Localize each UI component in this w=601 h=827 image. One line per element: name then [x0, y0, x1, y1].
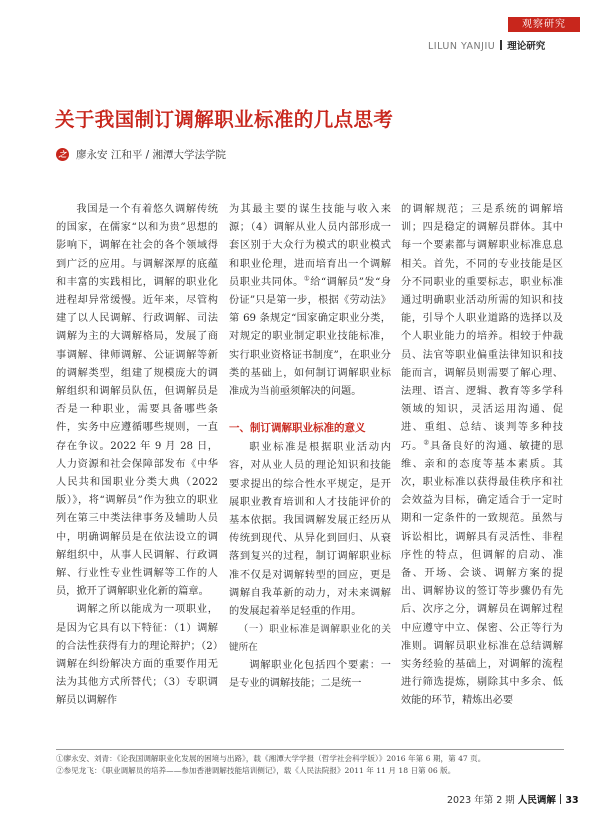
subsection-heading: （一）职业标准是调解职业化的关键所在: [229, 624, 391, 654]
author-icon: 之: [56, 148, 69, 161]
paragraph: 调解之所以能成为一项职业，是因为它具有以下特征：（1）调解的合法性获得有力的理论辩护；（2）调解在纠纷解决方面的重要作用无法为其他方式所替代；（3）专职调解员以调解作: [56, 604, 218, 707]
paragraph: [229, 201, 391, 401]
footnote-1: ①廖永安、刘青：《论我国调解职业化发展的困境与出路》，载《湘潭大学学报（哲学社会科学版）》2016 年第 6 期，第 47 页。: [56, 754, 486, 763]
page-number: 33: [565, 795, 579, 806]
header-section: 理论研究: [507, 41, 546, 52]
header-divider: [500, 40, 502, 50]
footnote-rule: [56, 749, 564, 750]
column-1: [56, 201, 218, 711]
paragraph-text: 给“调解员”发“身份证”只是第一步，根据《劳动法》第 69 条规定“国家确定职业分类，对规定的职业制定职业技能标准，实行职业资格证书制度”，在职业分类的基础上，如何制订调解职业标准成为当前亟须解决的问题。: [229, 276, 392, 398]
column-3: [401, 201, 563, 711]
footer-divider: [560, 794, 562, 804]
article-title: 关于我国制订调解职业标准的几点思考: [55, 108, 394, 131]
paragraph-text: 为其最主要的谋生技能与收入来源；（4）调解从业人员内部形成一套区别于大众行为模式的职业模式和职业伦理，进而培育出一个调解员职业共同体。: [229, 204, 391, 288]
column-2: [229, 201, 391, 694]
paragraph: 职业标准是根据职业活动内容，对从业人员的理论知识和技能要求提出的综合性水平规定，是开展职业教育培训和人才技能评价的基本依据。我国调解发展正经历从传统到现代、从异化到回归、从衰落到复兴的过程，制订调解职业标准不仅是对调解转型的回应，更是调解自我革新的动力，对未来调解的发展起着举足轻重的作用。: [229, 442, 391, 618]
byline: [56, 147, 226, 162]
paragraph-text: 的调解规范；三是系统的调解培训；四是稳定的调解员群体。其中每一个要素都与调解职业标准息息相关。首先，不同的专业技能是区分不同职业的重要标志，职业标准通过明确职业活动所需的知识和技能，引导个人职业道路的选择以及个人职业能力的培养。相较于仲裁员、法官等职业偏重法律知识和技能而言，调解员则需要了解心理、法理、语言、逻辑、教育等多学科领域的知识，灵活运用沟通、促进、重组、总结、谈判等多种技巧。: [401, 204, 563, 452]
issue-label: 2023 年第 2 期: [447, 795, 515, 806]
footnote-2: ②参见龙飞：《职业调解员的培养——参加香港调解技能培训侧记》，载《人民法院报》2011 年 11 月 18 日第 06 版。: [56, 766, 456, 775]
paragraph: [401, 201, 563, 711]
page-footer: [447, 792, 579, 806]
footnote-ref-2: ②: [423, 438, 431, 447]
header-pinyin: LILUN YANJIU: [428, 41, 496, 52]
paragraph: 我国是一个有着悠久调解传统的国家，在儒家“以和为贵”思想的影响下，调解在社会的各个领域得到广泛的应用。与调解深厚的底蕴和丰富的实践相比，调解的职业化进程却异常缓慢。近年来，尽管构建了以人民调解、行政调解、司法调解为主的大调解格局，发展了商事调解、律师调解、公证调解等新的调解类型，组建了规模庞大的调解组织和调解员队伍，但调解员是否是一种职业，需要具备哪些条件，实务中应遵循哪些规则，一直存在争议。2022 年 9 月 28 日，人力资源和社会保障部发布《中华人民共和国职业分类大典（2022 版）》，将“调解员”作为独立的职业列在第三中类法律事务及辅助人员中，明确调解员是在依法设立的调解组织中，从事人民调解、行政调解、行业性专业性调解等工作的人员，掀开了调解职业化新的篇章。: [56, 204, 218, 598]
footnote-ref-1: ①: [303, 274, 311, 283]
footnotes: [56, 753, 576, 777]
running-header: [428, 38, 545, 52]
paragraph: 调解职业化包括四个要素：一是专业的调解技能；二是统一: [229, 660, 391, 690]
column-badge: 观察研究: [508, 17, 580, 32]
paragraph-text: 具备良好的沟通、敏捷的思维、亲和的态度等基本素质。其次，职业标准以获得最佳秩序和社会效益为目标，确定适合于一定时期和一定条件的一致规范。虽然与诉讼相比，调解具有灵活性、非程序性的特点，但调解的启动、准备、开场、会谈、调解方案的提出、调解协议的签订等步骤仍有先后、次序之分，调解员在调解过程中应遵守中立、保密、公正等行为准则。调解员职业标准在总结调解实务经验的基础上，对调解的流程进行筛选提炼，剔除其中多余、低效能的环节，精炼出必要: [401, 440, 564, 707]
magazine-name: 人民调解: [517, 795, 556, 806]
section-heading: 一、制订调解职业标准的意义: [229, 422, 366, 435]
byline-text: 廖永安 江和平 / 湘潭大学法学院: [76, 149, 227, 161]
